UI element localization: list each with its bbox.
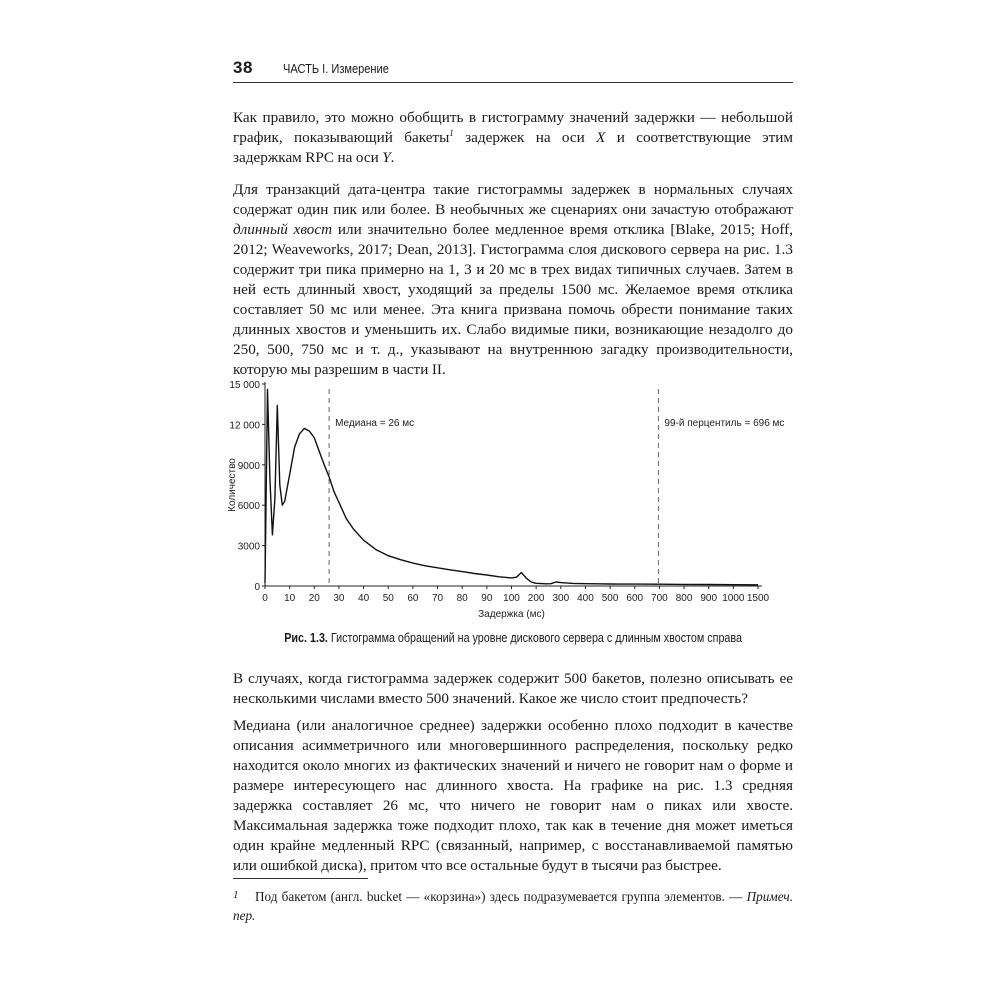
y-tick-label: 12 000 (229, 420, 260, 432)
paragraph-2: Для транзакций дата-центра такие гистограммы задержек в нормальных случаях содержат один пик или более. В необычных же сценариях они зачастую отображают длинный хвост или значительно более медленное время отклика [Blake, 2015; Hoff, 2012; Weaveworks, 2017; Dean, 2013]. Гистограмма слоя дискового сервера на рис. 1.3 содержит три пика примерно на 1, 3 и 20 мс в трех видах типичных случаев. Затем в ней есть длинный хвост, уходящий за пределы 1500 мс. Желаемое время отклика составляет 50 мс или менее. Эта книга призвана помочь обрести понимание таких длинных хвостов и уменьшить их. Слабо видимые пики, возникающие незадолго до 250, 500, 750 мс и т. д., указывают на внутреннюю загадку производительности, которую мы разрешим в части II. (233, 181, 793, 378)
x-tick-label: 900 (700, 593, 718, 604)
latency-histogram-chart (220, 372, 810, 622)
x-tick-label: 40 (358, 593, 370, 604)
paragraph-3: В случаях, когда гистограмма задержек содержит 500 бакетов, полезно описывать ее несколькими числами вместо 500 значений. Какое же число стоит предпочесть? (233, 670, 793, 707)
x-tick-label: 700 (651, 593, 668, 604)
y-tick-label: 6000 (237, 501, 260, 513)
footnote-translator-note: Примеч. пер. (233, 889, 793, 923)
x-tick-label: 400 (577, 593, 594, 604)
page-number: 38 (233, 58, 253, 77)
x-tick-label: 200 (527, 593, 545, 604)
y-tick-label: 15 000 (229, 380, 260, 391)
x-axis-label: Задержка (мс) (478, 609, 545, 620)
figure-caption-text: Гистограмма обращений на уровне дискового сервера с длинным хвостом справа (327, 631, 742, 645)
y-tick-label: 0 (254, 582, 260, 593)
footnote (233, 886, 793, 925)
paragraph-4: Медиана (или аналогичное среднее) задержки особенно плохо подходит в качестве описания асимметричного или многовершинного распределения, поскольку редко находится около многих из фактических значений и ничего не говорит нам о форме и размере интересующего нас длинного хвоста. На графике на рис. 1.3 средняя задержка составляет 26 мс, что ничего не говорит нам о пиках или хвосте. Максимальная задержка тоже подходит плохо, так как в течение дня может иметься один крайне медленный RPC (связанный, например, с восстанавливаемой памятью или ошибкой диска), притом что все остальные будут в тысячи раз быстрее. (233, 717, 793, 874)
x-tick-label: 50 (382, 593, 394, 604)
x-tick-label: 100 (503, 593, 520, 604)
x-tick-label: 1500 (746, 593, 770, 604)
y-axis-letter: Y (382, 149, 391, 166)
y-tick-label: 3000 (237, 541, 260, 553)
y-tick-label: 9000 (237, 460, 260, 472)
footnote-divider (233, 878, 368, 879)
y-axis-label: Количество (227, 458, 238, 512)
part-title: ЧАСТЬ I. Измерение (283, 61, 389, 76)
x-tick-label: 10 (284, 593, 296, 604)
x-tick-label: 300 (552, 593, 570, 604)
footnote-text: Под бакетом (англ. bucket — «корзина») здесь подразумевается группа элементов. — (255, 889, 747, 904)
x-tick-label: 0 (262, 593, 268, 604)
x-tick-label: 60 (407, 593, 419, 604)
figure-caption-label: Рис. 1.3. (284, 631, 328, 645)
paragraph-1: Как правило, это можно обобщить в гистограмму значений задержки — небольшой график, показывающий бакеты$^1$ задержек на оси X и соответствующие этим задержкам RPC на оси Y. (233, 109, 793, 166)
x-tick-label: 30 (333, 593, 345, 604)
footnote-ref: 1 (449, 127, 454, 138)
emphasis-long-tail: длинный хвост (233, 221, 333, 238)
x-tick-label: 500 (601, 593, 619, 604)
x-tick-label: 70 (431, 593, 444, 604)
x-tick-label: 800 (675, 593, 693, 604)
x-tick-label: 1000 (722, 593, 745, 604)
x-axis-letter: X (596, 129, 606, 146)
percentile-label: 99-й перцентиль = 696 мс (664, 418, 785, 429)
median-label: Медиана = 26 мс (335, 418, 415, 429)
running-head (233, 58, 793, 83)
x-tick-label: 90 (481, 593, 493, 604)
figure-caption (233, 631, 793, 645)
footnote-mark: 1 (233, 889, 239, 901)
x-tick-label: 600 (626, 593, 644, 604)
x-tick-label: 80 (456, 593, 468, 604)
x-tick-label: 20 (308, 593, 320, 604)
